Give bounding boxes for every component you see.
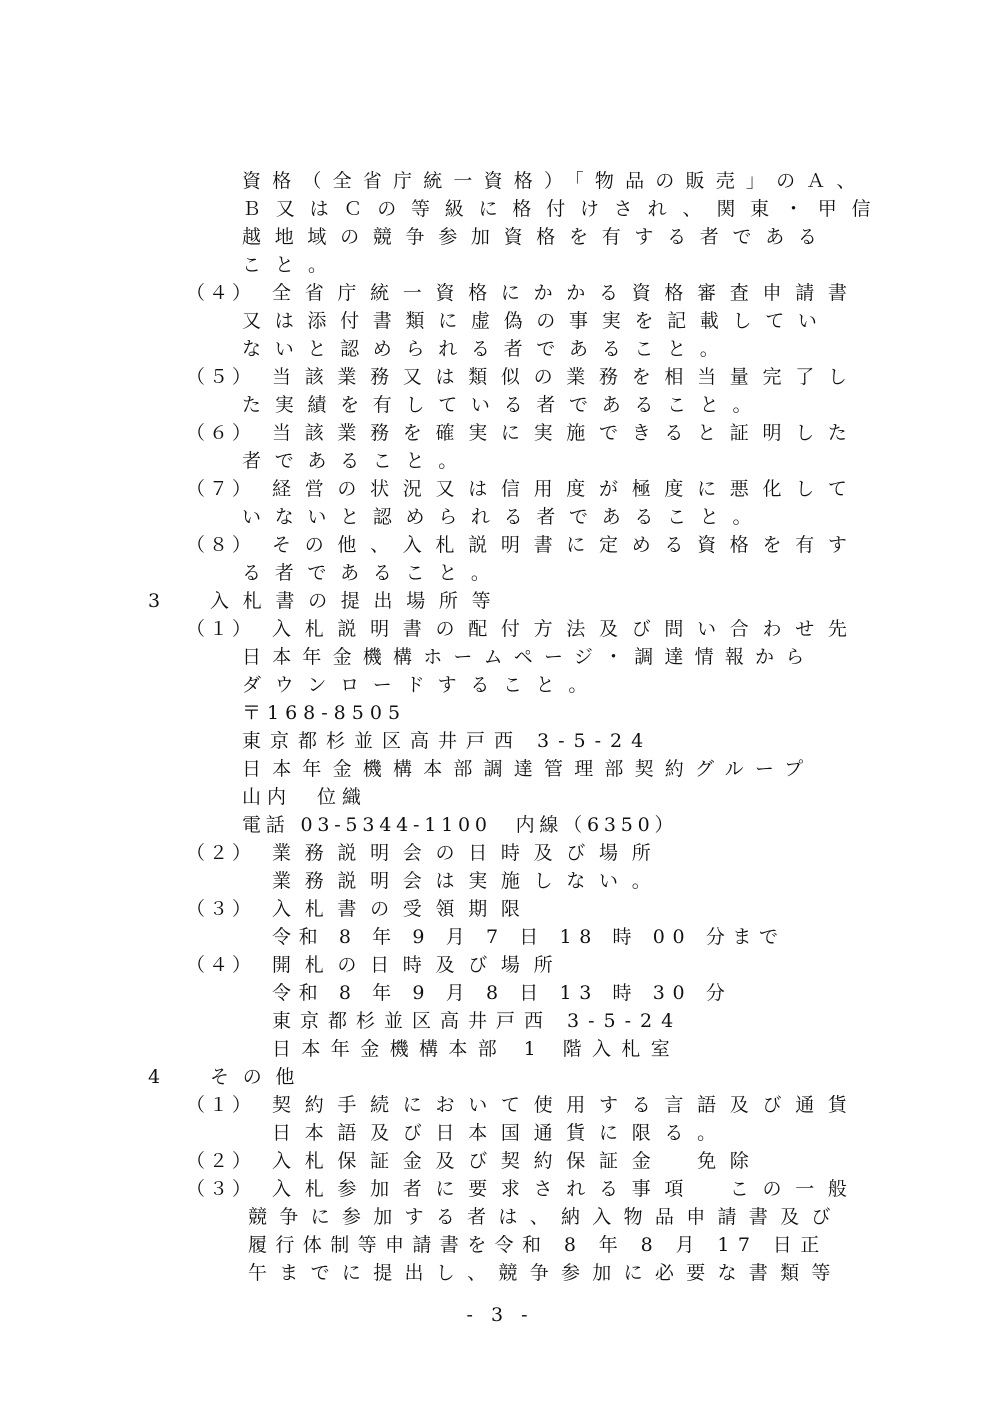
text-line: ないと認められる者であること。 (242, 338, 733, 360)
item-text: 経営の状況又は信用度が極度に悪化して (272, 478, 861, 500)
text-line: 午までに提出し、競争参加に必要な書類等 (248, 1262, 843, 1284)
item-text: 入札参加者に要求される事項 この一般 (272, 1178, 861, 1200)
item-text: その他、入札説明書に定める資格を有す (272, 534, 861, 556)
postal-code: 〒168-8505 (242, 702, 407, 724)
item-text: 全省庁統一資格にかかる資格審査申請書 (272, 282, 861, 304)
item-label: （４） (186, 954, 256, 976)
deadline: 令和 8 年 9 月 7 日 18 時 00 分まで (272, 926, 786, 948)
address: 東京都杉並区高井戸西 3-5-24 (272, 1010, 683, 1032)
location: 日本年金機構本部 1 階入札室 (272, 1038, 681, 1060)
item-label: （１） (186, 618, 256, 640)
item-label: （３） (186, 898, 256, 920)
text-line: Ｂ又はＣの等級に格付けされ、関東・甲信 (242, 198, 886, 220)
text-line: 日本年金機構ホームページ・調達情報から (242, 646, 816, 668)
item-text: 入札保証金及び契約保証金 免除 (272, 1150, 763, 1172)
contact-name: 山内 位織 (242, 786, 368, 808)
item-text: 開札の日時及び場所 (272, 954, 567, 976)
department: 日本年金機構本部調達管理部契約グループ (242, 758, 815, 780)
text-line: 日本語及び日本国通貨に限る。 (272, 1122, 730, 1144)
item-text: 当該業務又は類似の業務を相当量完了し (272, 366, 861, 388)
page-number: - 3 - (466, 1304, 534, 1326)
item-label: （２） (186, 842, 256, 864)
text-line: 越地域の競争参加資格を有する者である (242, 226, 831, 248)
section-heading: その他 (210, 1066, 309, 1088)
text-line: 資格（全省庁統一資格）「物品の販売」のＡ、 (242, 170, 867, 192)
text-line: 履行体制等申請書を令和 8 年 8 月 17 日正 (248, 1234, 828, 1256)
item-text: 業務説明会の日時及び場所 (272, 842, 665, 864)
item-label: （４） (186, 282, 256, 304)
item-text: 当該業務を確実に実施できると証明した (272, 422, 861, 444)
item-label: （８） (186, 534, 256, 556)
opening-date: 令和 8 年 9 月 8 日 13 時 30 分 (272, 982, 733, 1004)
text-line: ダウンロードすること。 (242, 674, 602, 696)
text-line: いないと認められる者であること。 (242, 506, 766, 528)
text-line: 競争に参加する者は、納入物品申請書及び (248, 1206, 843, 1228)
section-number: 4 (148, 1066, 161, 1088)
item-label: （６） (186, 422, 256, 444)
item-text: 入札書の受領期限 (272, 898, 534, 920)
text-line: こと。 (242, 254, 342, 276)
section-heading: 入札書の提出場所等 (210, 590, 505, 612)
phone: 電話 03-5344-1100 内線（6350） (242, 814, 679, 836)
text-line: 業務説明会は実施しない。 (272, 870, 665, 892)
text-line: 者であること。 (242, 450, 471, 472)
item-text: 入札説明書の配付方法及び問い合わせ先 (272, 618, 861, 640)
item-label: （７） (186, 478, 256, 500)
item-label: （２） (186, 1150, 256, 1172)
text-line: 又は添付書類に虚偽の事実を記載してい (242, 310, 831, 332)
item-label: （３） (186, 1178, 256, 1200)
section-number: 3 (148, 590, 161, 612)
item-label: （１） (186, 1094, 256, 1116)
address: 東京都杉並区高井戸西 3-5-24 (242, 730, 653, 752)
item-text: 契約手続において使用する言語及び通貨 (272, 1094, 861, 1116)
text-line: る者であること。 (242, 562, 504, 584)
text-line: た実績を有している者であること。 (242, 394, 766, 416)
item-label: （５） (186, 366, 256, 388)
